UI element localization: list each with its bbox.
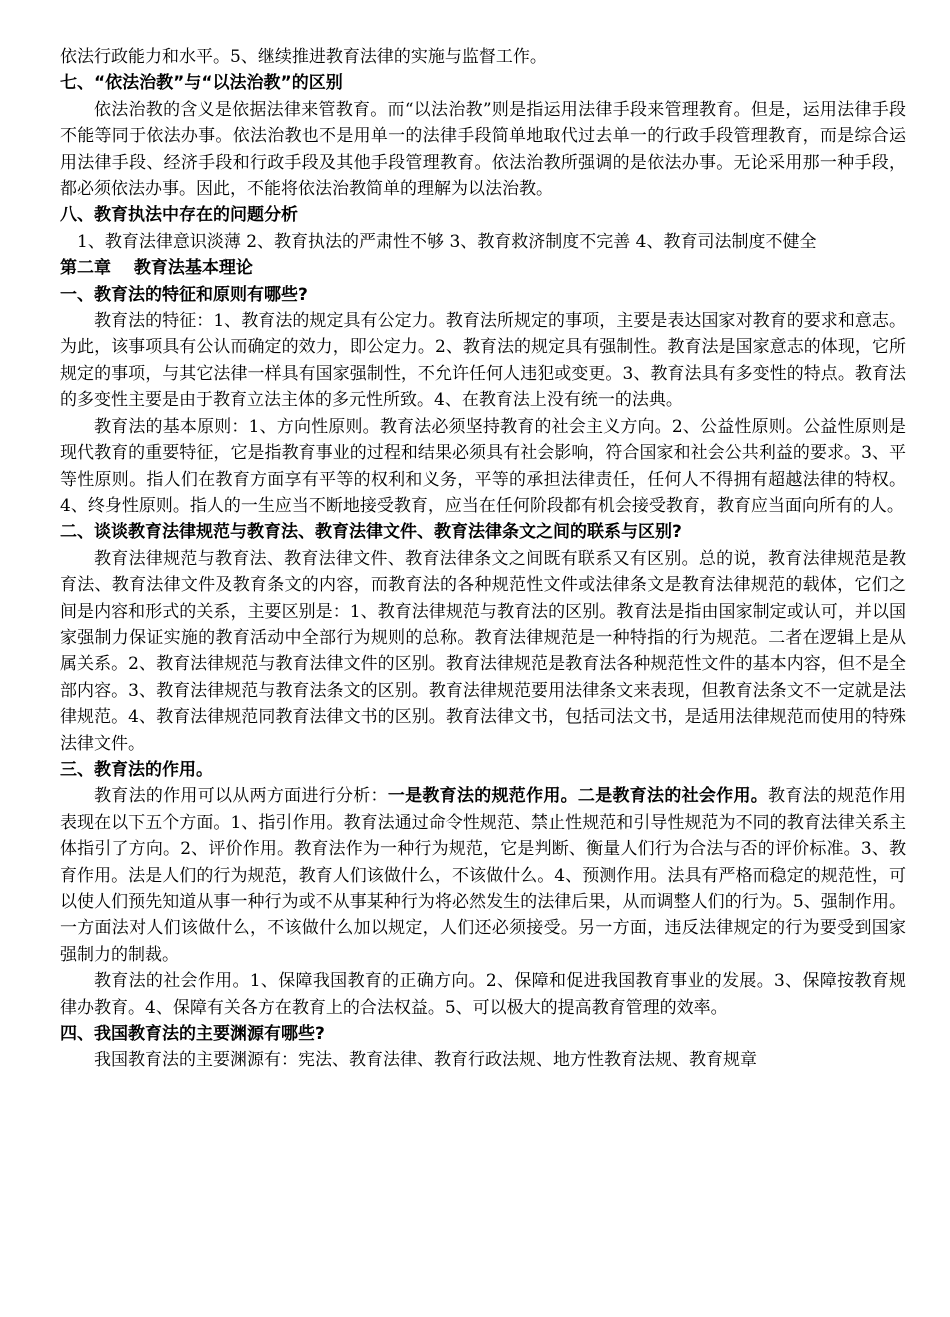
document-page [60, 44, 906, 1074]
question-1-paragraph-2: 教育法的基本原则：1、方向性原则。教育法必须坚持教育的社会主义方向。2、公益性原则。公益性原则是现代教育的重要特征，它是指教育事业的过程和结果必须具有社会影响，符合国家和社会公共利益的要求。3、平等性原则。指人们在教育方面享有平等的权利和义务，平等的承担法律责任，任何人不得拥有超越法律的特权。4、终身性原则。指人的一生应当不断地接受教育，应当在任何阶段都有机会接受教育，教育应当面向所有的人。 [60, 416, 906, 516]
q3-bold-summary: 一是教育法的规范作用。二是教育法的社会作用。 [387, 786, 769, 807]
continued-paragraph: 依法行政能力和水平。5、继续推进教育法律的实施与监督工作。 [60, 47, 547, 67]
question-heading-1: 一、教育法的特征和原则有哪些? [60, 284, 308, 305]
question-3-paragraph-1 [60, 783, 906, 968]
question-2-paragraph-1: 教育法律规范与教育法、教育法律文件、教育法律条文之间既有联系又有区别。总的说，教育法律规范是教育法、教育法律文件及教育条文的内容，而教育法的各种规范性文件或法律条文是教育法律规范的载体，它们之间是内容和形式的关系，主要区别是：1、教育法律规范与教育法的区别。教育法是指由国家制定或认可，并以国家强制力保证实施的教育活动中全部行为规则的总称。教育法律规范是一种特指的行为规范。二者在逻辑上是从属关系。2、教育法律规范与教育法律文件的区别。教育法律规范是教育法各种规范性文件的基本内容，但不是全部内容。3、教育法律规范与教育法条文的区别。教育法律规范要用法律条文来表现，但教育法条文不一定就是法律规范。4、教育法律规范同教育法律文书的区别。教育法律文书，包括司法文书，是适用法律规范而使用的特殊法律文件。 [60, 548, 906, 754]
question-heading-3: 三、教育法的作用。 [60, 759, 213, 780]
q3-details: 教育法的规范作用表现在以下五个方面。1、指引作用。教育法通过命令性规范、禁止性规范和引导性规范为不同的教育法律关系主体指引了方向。2、评价作用。教育法作为一种行为规范，它是判断、衡量人们行为合法与否的评价标准。3、教育作用。法是人们的行为规范，教育人们该做什么，不该做什么。4、预测作用。法具有严格而稳定的规范性，可以使人们预先知道从事一种行为或不从事某种行为将必然发生的法律后果，从而调整人们的行为。5、强制作用。一方面法对人们该做什么，不该做什么加以规定，人们还必须接受。另一方面，违反法律规定的行为要受到国家强制力的制裁。 [60, 786, 907, 965]
question-3-paragraph-2: 教育法的社会作用。1、保障我国教育的正确方向。2、保障和促进我国教育事业的发展。3、保障按教育规律办教育。4、保障有关各方在教育上的合法权益。5、可以极大的提高教育管理的效率。 [60, 971, 906, 1018]
question-heading-2: 二、谈谈教育法律规范与教育法、教育法律文件、教育法律条文之间的联系与区别? [60, 522, 682, 543]
paragraph-7: 依法治教的含义是依据法律来管教育。而“以法治教”则是指运用法律手段来管理教育。但是，运用法律手段不能等同于依法办事。依法治教也不是用单一的法律手段简单地取代过去单一的行政手段管理教育，而是综合运用法律手段、经济手段和行政手段及其他手段管理教育。依法治教所强调的是依法办事。无论采用那一种手段，都必须依法办事。因此，不能将依法治教简单的理解为以法治教。 [60, 99, 906, 200]
chapter-title: 第二章 教育法基本理论 [60, 258, 253, 279]
section-heading-8: 八、教育执法中存在的问题分析 [60, 205, 298, 226]
paragraph-8: 1、教育法律意识淡薄 2、教育执法的严肃性不够 3、教育救济制度不完善 4、教育司法制度不健全 [77, 231, 817, 252]
question-1-paragraph-1: 教育法的特征：1、教育法的规定具有公定力。教育法所规定的事项，主要是表达国家对教育的要求和意志。为此，该事项具有公认而确定的效力，即公定力。2、教育法的规定具有强制性。教育法是国家意志的体现，它所规定的事项，与其它法律一样具有国家强制性，不允许任何人违犯或变更。3、教育法具有多变性的特点。教育法的多变性主要是由于教育立法主体的多元性所致。4、在教育法上没有统一的法典。 [60, 311, 906, 411]
q3-intro: 教育法的作用可以从两方面进行分析： [94, 786, 388, 807]
question-heading-4: 四、我国教育法的主要渊源有哪些? [60, 1024, 325, 1045]
section-heading-7: 七、“依法治教”与“以法治教”的区别 [60, 73, 343, 94]
question-4-paragraph-1: 我国教育法的主要渊源有：宪法、教育法律、教育行政法规、地方性教育法规、教育规章 [94, 1050, 757, 1071]
